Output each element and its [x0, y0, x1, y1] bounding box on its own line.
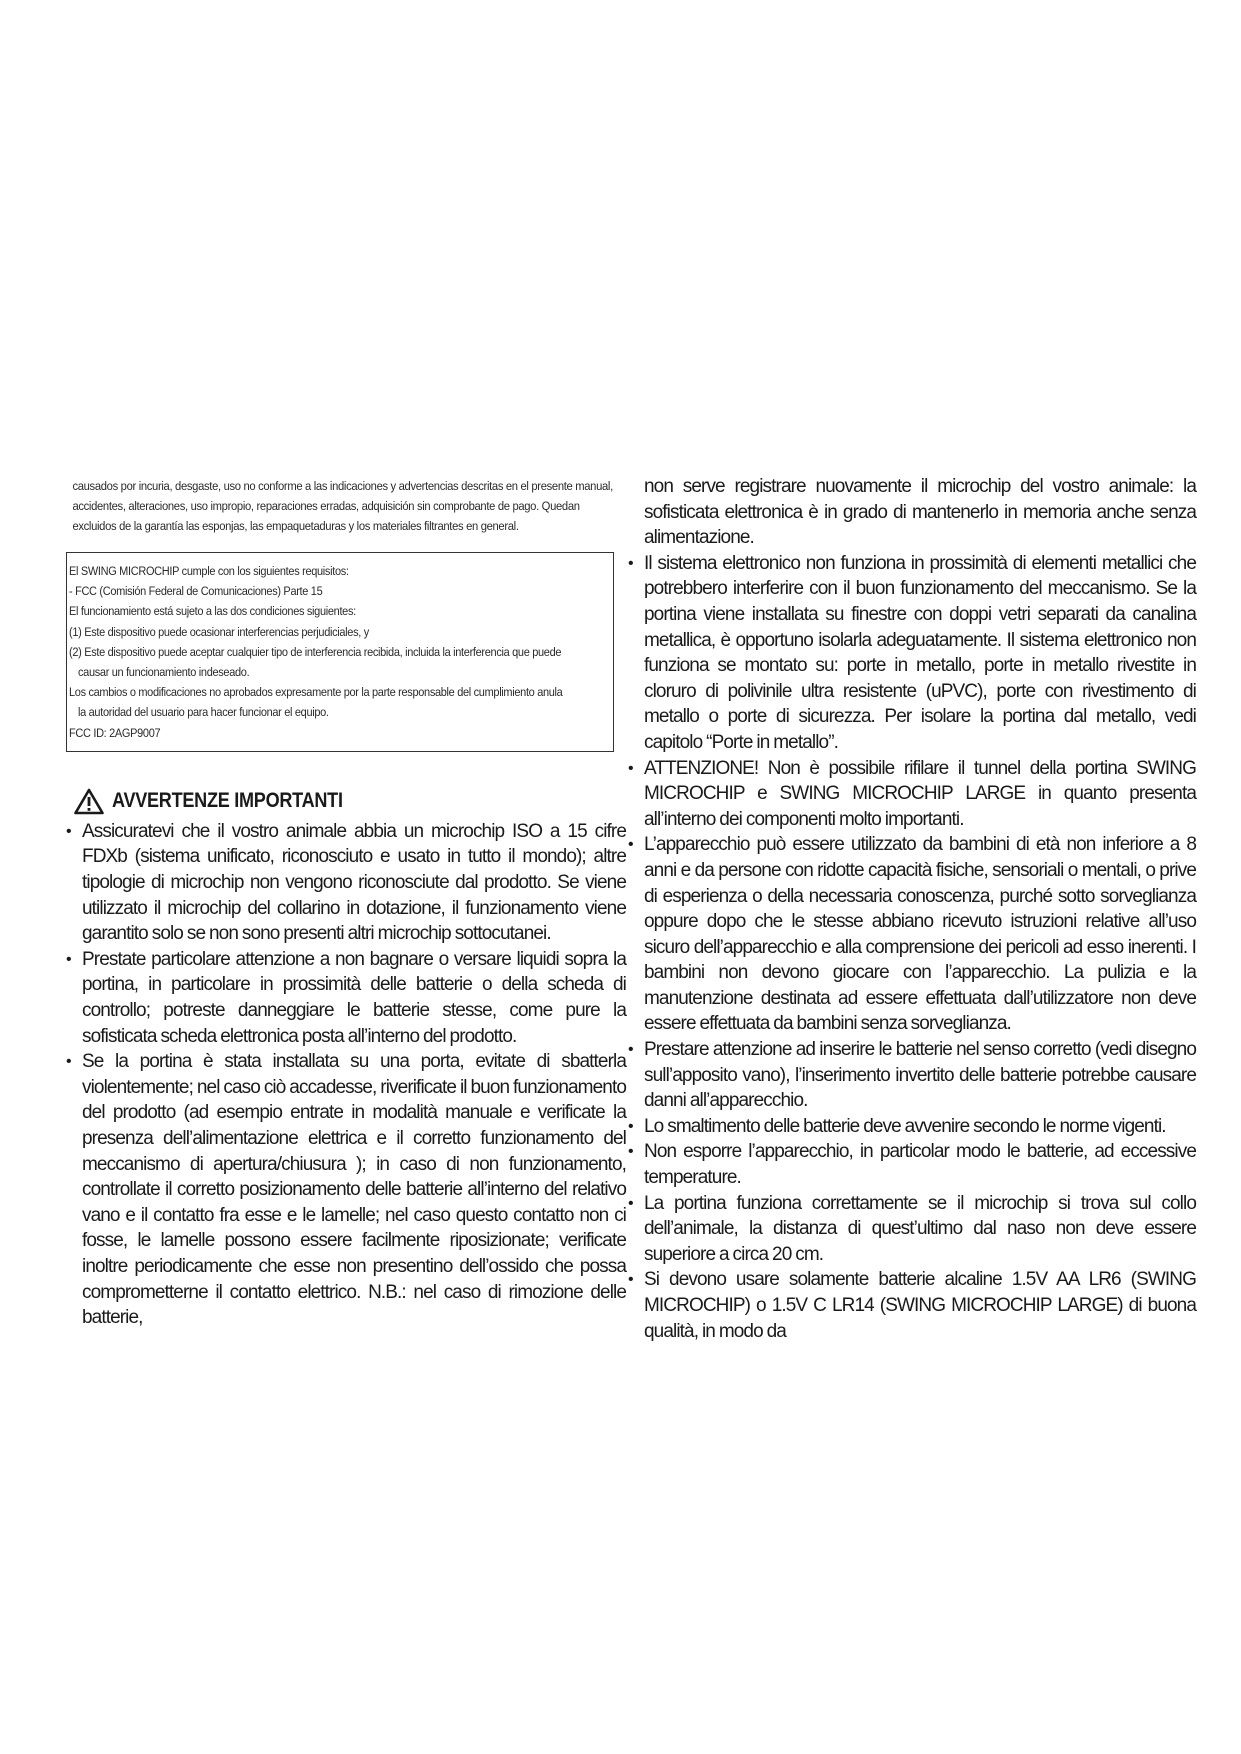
warning-triangle-icon — [74, 788, 104, 815]
fcc-id: FCC ID: 2AGP9007 — [69, 725, 161, 740]
list-item-text: Assicuratevi che il vostro animale abbia un microchip ISO a 15 cifre FDXb (sistema unificato, riconosciuto e usato in tutto il mondo); altre tipologie di microchip non vengono riconosciute dal prodotto. Se viene utilizzato il microchip del collarino in dotazione, il funzionamento viene garantito solo se non sono presenti altri microchip sottocutanei. — [82, 820, 626, 945]
warranty-continuation: causados por incuria, desgaste, uso no conforme a las indicaciones y advertencias descritas en el presente manual, accidentes, alteraciones, uso impropio, reparaciones erradas, adquisición sin comprobante de pago. Quedan excluidos de la garantía las esponjas, las empaquetaduras y los materiales filtrantes en general. — [72, 479, 613, 533]
list-item-text: Prestate particolare attenzione a non bagnare o versare liquidi sopra la portina, in particolare in prossimità delle batterie o della scheda di controllo; potreste danneggiare le batterie stesse, come pure la sofisticata scheda elettronica posta all’interno del prodotto. — [82, 948, 626, 1047]
list-item-text: ATTENZIONE! Non è possibile rifilare il tunnel della portina SWING MICROCHIP e SWING MICROCHIP LARGE in quanto presenta all’interno dei componenti molto importanti. — [644, 757, 1196, 830]
fcc-line: - FCC (Comisión Federal de Comunicaciones) Parte 15 — [69, 584, 323, 599]
fcc-line: causar un funcionamiento indeseado. — [78, 665, 250, 680]
warnings-list-left — [66, 819, 626, 1331]
list-item: • L’apparecchio può essere utilizzato da bambini di età non inferiore a 8 anni e da persone con ridotte capacità fisiche, sensoriali o mentali, o prive di esperienza o della necessaria conoscenza, purché sotto sorveglianza oppure dopo che le stesse abbiano ricevuto istruzioni relative all’uso sicuro dell’apparecchio e alla comprensione dei pericoli ad esso inerenti. I bambini non devono giocare con l’apparecchio. La pulizia e la manutenzione destinata ad essere effettuata dall’utilizzatore non deve essere effettuata da bambini senza sorveglianza. — [628, 834, 1196, 1035]
list-item-text: Si devono usare solamente batterie alcaline 1.5V AA LR6 (SWING MICROCHIP) o 1.5V C LR14 (SWING MICROCHIP LARGE) di buona qualità, in modo da — [644, 1269, 1196, 1342]
list-item: • Lo smaltimento delle batterie deve avvenire secondo le norme vigenti. — [628, 1115, 1166, 1137]
list-item: • Se la portina è stata installata su una porta, evitate di sbatterla violentemente; nel caso ciò accadesse, riverificate il buon funzionamento del prodotto (ad esempio entrate in modalità manuale e verificate la presenza dell’alimentazione elettrica e il corretto funzionamento del meccanismo di apertura/chiusura ); in caso di non funzionamento, controllate il corretto posizionamento delle batterie all’interno del relativo vano e il contatto fra esse e le lamelle; nel caso questo contatto non ci fosse, le lamelle possono essere facilmente riposizionate; verificate inoltre periodicamente che esse non presentino dell’ossido che possa comprometterne il contatto elettrico. N.B.: nel caso di rimozione delle batterie, — [66, 1051, 626, 1329]
list-item-text: Il sistema elettronico non funziona in prossimità di elementi metallici che potrebbero interferire con il buon funzionamento del meccanismo. Se la portina viene installata su finestre con doppi vetri separati da canalina metallica, è opportuno isolarla adeguatamente. Il sistema elettronico non funziona se montato su: porte in metallo, porte in metallo rivestite in cloruro di polivinile ultra resistente (uPVC), porte con rivestimento di metallo o porte di sicurezza. Per isolare la portina dal metallo, vedi capitolo “Porte in metallo”. — [644, 552, 1196, 753]
fcc-line: El SWING MICROCHIP cumple con los siguientes requisitos: — [69, 564, 349, 578]
left-column — [66, 476, 626, 1331]
list-item: • Prestate particolare attenzione a non bagnare o versare liquidi sopra la portina, in particolare in prossimità delle batterie o della scheda di controllo; potreste danneggiare le batterie stesse, come pure la sofisticata scheda elettronica posta all’interno del prodotto. — [66, 948, 626, 1047]
fcc-line: la autoridad del usuario para hacer funcionar el equipo. — [78, 705, 329, 720]
list-item: • Il sistema elettronico non funziona in prossimità di elementi metallici che potrebbero interferire con il buon funzionamento del meccanismo. Se la portina viene installata su finestre con doppi vetri separati da canalina metallica, è opportuno isolarla adeguatamente. Il sistema elettronico non funziona se montato su: porte in metallo, porte in metallo rivestite in cloruro di polivinile ultra resistente (uPVC), porte con rivestimento di metallo o porte di sicurezza. Per isolare la portina dal metallo, vedi capitolo “Porte in metallo”. — [628, 552, 1196, 753]
warnings-list-right — [628, 551, 1196, 1344]
list-item-text: La portina funziona correttamente se il microchip si trova sul collo dell’animale, la distanza di quest’ultimo dal naso non deve essere superiore a circa 20 cm. — [644, 1192, 1196, 1265]
fcc-line: (1) Este dispositivo puede ocasionar interferencias perjudiciales, y — [69, 624, 369, 639]
list-item: • Si devono usare solamente batterie alcaline 1.5V AA LR6 (SWING MICROCHIP) o 1.5V C LR14 (SWING MICROCHIP LARGE) di buona qualità, in modo da — [628, 1269, 1196, 1342]
list-item: • Assicuratevi che il vostro animale abbia un microchip ISO a 15 cifre FDXb (sistema unificato, riconosciuto e usato in tutto il mondo); altre tipologie di microchip non vengono riconosciute dal prodotto. Se viene utilizzato il microchip del collarino in dotazione, il funzionamento viene garantito solo se non sono presenti altri microchip sottocutanei. — [66, 820, 626, 945]
list-item-text: Non esporre l’apparecchio, in particolar modo le batterie, ad eccessive temperature. — [644, 1141, 1196, 1189]
fcc-line: Los cambios o modificaciones no aprobados expresamente por la parte responsable del cumplimiento anula — [69, 685, 563, 700]
list-item-text: Se la portina è stata installata su una porta, evitate di sbatterla violentemente; nel caso ciò accadesse, riverificate il buon funzionamento del prodotto (ad esempio entrate in modalità manuale e verificate la presenza dell’alimentazione elettrica e il corretto funzionamento del meccanismo di apertura/chiusura ); in caso di non funzionamento, controllate il corretto posizionamento delle batterie all’interno del relativo vano e il contatto fra esse e le lamelle; nel caso questo contatto non ci fosse, le lamelle possono essere facilmente riposizionate; verificate inoltre periodicamente che esse non presentino dell’ossido che possa comprometterne il contatto elettrico. N.B.: nel caso di rimozione delle batterie, — [82, 1051, 626, 1329]
fcc-compliance-box — [66, 552, 614, 752]
list-item-text: Lo smaltimento delle batterie deve avvenire secondo le norme vigenti. — [644, 1115, 1166, 1137]
fcc-line: El funcionamiento está sujeto a las dos condiciones siguientes: — [69, 604, 356, 619]
list-item: • ATTENZIONE! Non è possibile rifilare il tunnel della portina SWING MICROCHIP e SWING MICROCHIP LARGE in quanto presenta all’interno dei componenti molto importanti. — [628, 757, 1196, 830]
heading-title: AVVERTENZE IMPORTANTI — [112, 789, 343, 813]
list-item: • La portina funziona correttamente se il microchip si trova sul collo dell’animale, la distanza di quest’ultimo dal naso non deve essere superiore a circa 20 cm. — [628, 1192, 1196, 1265]
list-item: • Prestare attenzione ad inserire le batterie nel senso corretto (vedi disegno sull’apposito vano), l’inserimento invertito delle batterie potrebbe causare danni all’apparecchio. — [628, 1039, 1196, 1112]
list-item-text: Prestare attenzione ad inserire le batterie nel senso corretto (vedi disegno sull’apposito vano), l’inserimento invertito delle batterie potrebbe causare danni all’apparecchio. — [644, 1039, 1196, 1112]
continuation-paragraph: non serve registrare nuovamente il microchip del vostro animale: la sofisticata elettronica è in grado di mantenerlo in memoria anche senza alimentazione. — [644, 476, 1196, 549]
fcc-line: (2) Este dispositivo puede aceptar cualquier tipo de interferencia recibida, incluida la interferencia que puede — [69, 644, 562, 659]
list-item-text: L’apparecchio può essere utilizzato da bambini di età non inferiore a 8 anni e da persone con ridotte capacità fisiche, sensoriali o mentali, o prive di esperienza o della necessaria conoscenza, purché sotto sorveglianza oppure dopo che le stesse abbiano ricevuto istruzioni relative all’uso sicuro dell’apparecchio e alla comprensione dei pericoli ad esso inerenti. I bambini non devono giocare con l’apparecchio. La pulizia e la manutenzione destinata ad essere effettuata dall’utilizzatore non deve essere effettuata da bambini senza sorveglianza. — [644, 834, 1196, 1035]
section-heading — [66, 788, 626, 815]
right-column — [628, 474, 1196, 1344]
list-item: • Non esporre l’apparecchio, in particolar modo le batterie, ad eccessive temperature. — [628, 1141, 1196, 1189]
